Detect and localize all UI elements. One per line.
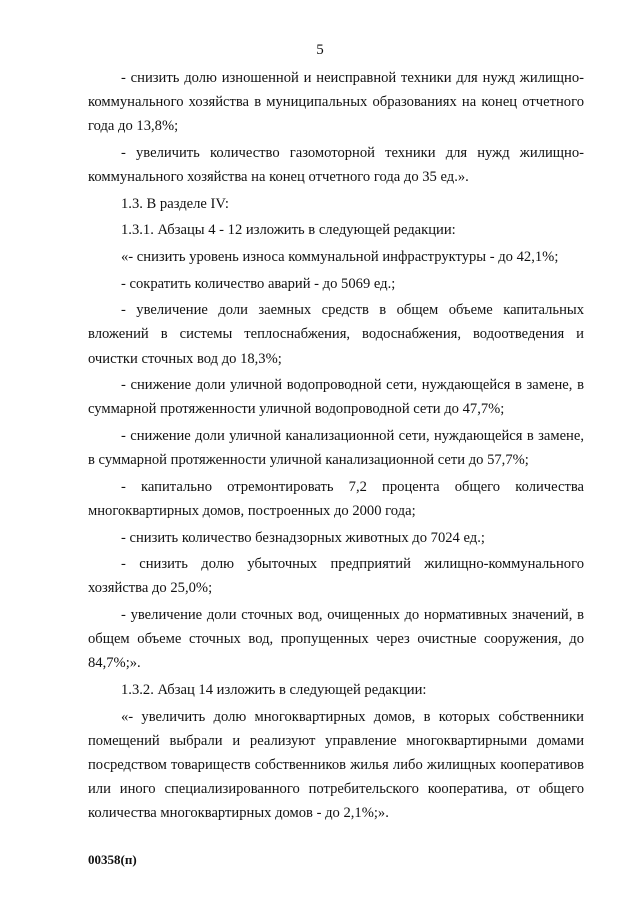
paragraph-unprofitable-enterprises: - снизить долю убыточных предприятий жилищно-коммунального хозяйства до 25,0%; bbox=[88, 556, 584, 597]
paragraph-infrastructure-wear: «- снизить уровень износа коммунальной инфраструктуры - до 42,1%; bbox=[121, 248, 559, 265]
paragraph-section-iv: 1.3. В разделе IV: bbox=[121, 195, 229, 212]
document-body bbox=[88, 66, 584, 828]
paragraph-sewer-network: - снижение доли уличной канализационной сети, нуждающейся в замене, в суммарной протяженности уличной канализационной сети до 57,7%; bbox=[88, 427, 584, 469]
paragraph-treated-wastewater: - увеличение доли сточных вод, очищенных до нормативных значений, в общем объеме сточных вод, пропущенных через очистные сооружения, до 84,7%;». bbox=[88, 606, 584, 672]
paragraph-worn-equipment: - снизить долю изношенной и неисправной техники для нужд жилищно-коммунального хозяйства в муниципальных образованиях на конец отчетного года до 13,8%; bbox=[88, 70, 584, 135]
paragraph-accidents: - сократить количество аварий - до 5069 ед.; bbox=[121, 275, 396, 292]
page-number: 5 bbox=[316, 42, 324, 58]
paragraph-water-network: - снижение доли уличной водопроводной сети, нуждающейся в замене, в суммарной протяженности уличной водопроводной сети до 47,7%; bbox=[88, 377, 584, 418]
paragraph-clause-1-3-2: 1.3.2. Абзац 14 изложить в следующей редакции: bbox=[121, 681, 427, 698]
paragraph-apartment-management: «- увеличить долю многоквартирных домов, в которых собственники помещений выбрали и реализуют управление многоквартирными домами посредством товариществ собственников жилья либо жилищных кооперативов или иного специализированного потребительского кооператива, от общего количества многоквартирных домов - до 2,1%;». bbox=[88, 708, 584, 822]
paragraph-capital-repair: - капитально отремонтировать 7,2 процента общего количества многоквартирных домов, построенных до 2000 года; bbox=[88, 478, 584, 519]
paragraph-borrowed-funds: - увеличение доли заемных средств в общем объеме капитальных вложений в системы теплоснабжения, водоснабжения, водоотведения и очистки сточных вод до 18,3%; bbox=[88, 302, 584, 367]
paragraph-clause-1-3-1: 1.3.1. Абзацы 4 - 12 изложить в следующей редакции: bbox=[121, 222, 456, 239]
paragraph-gas-equipment: - увеличить количество газомоторной техники для нужд жилищно-коммунального хозяйства на конец отчетного года до 35 ед.». bbox=[88, 145, 584, 186]
paragraph-stray-animals: - снизить количество безнадзорных животных до 7024 ед.; bbox=[121, 529, 485, 546]
document-code: 00358(п) bbox=[88, 852, 137, 867]
